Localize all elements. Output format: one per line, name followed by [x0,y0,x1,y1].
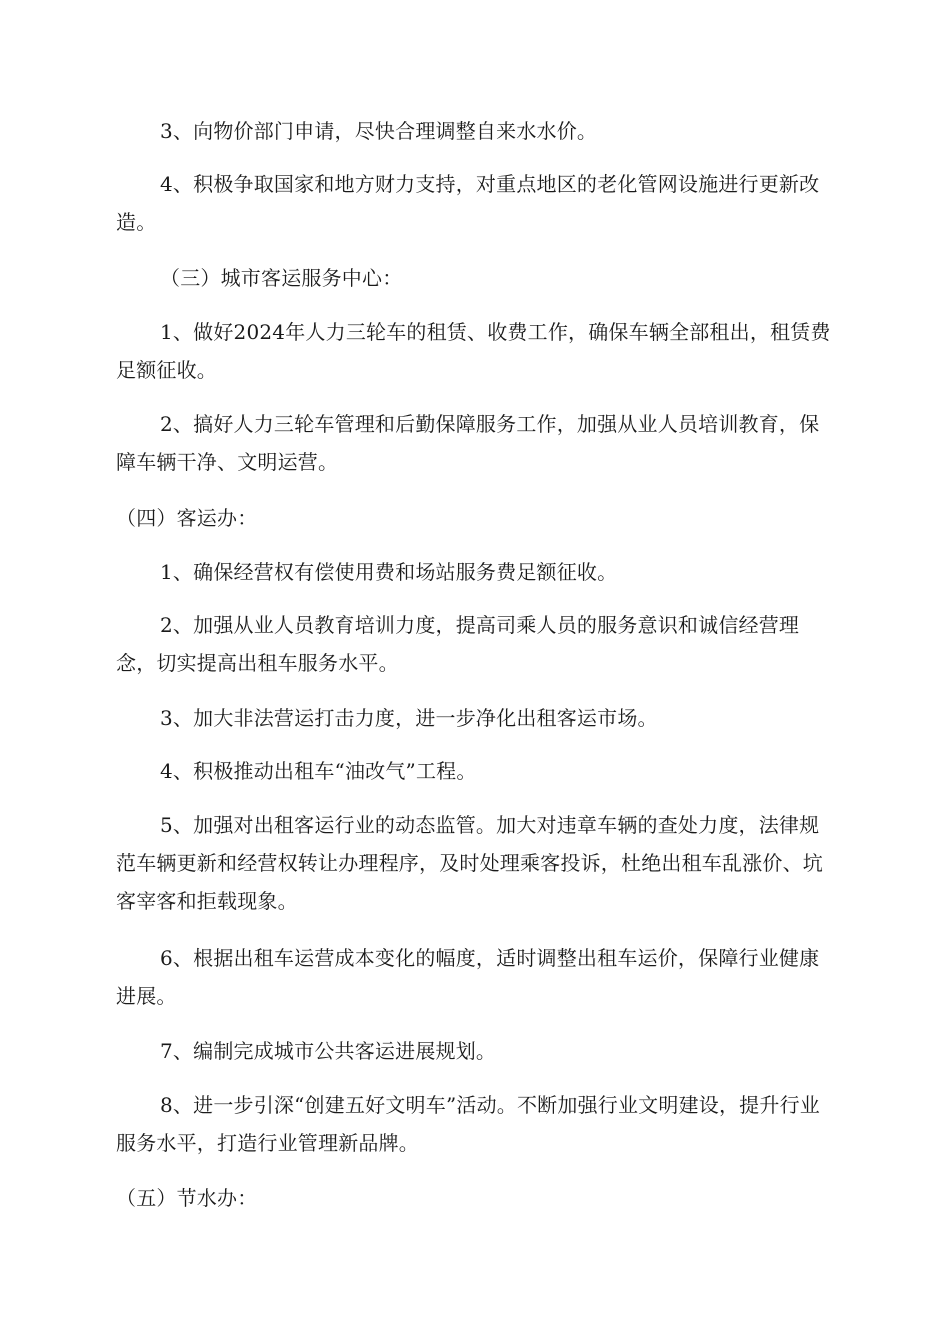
paragraph-pipe-renovation: 4、积极争取国家和地方财力支持，对重点地区的老化管网设施进行更新改造。 [116,172,820,234]
section-heading-passenger-service-center: （三）城市客运服务中心： [160,266,403,290]
paragraph-tricycle-leasing: 1、做好2024年人力三轮车的租赁、收费工作，确保车辆全部租出，租赁费足额征收。 [116,320,831,382]
paragraph-fare-adjustment: 6、根据出租车运营成本变化的幅度，适时调整出租车运价，保障行业健康进展。 [116,946,820,1008]
paragraph-civilized-vehicle: 8、进一步引深“创建五好文明车”活动。不断加强行业文明建设，提升行业服务水平，打造行业管理新品牌。 [116,1093,820,1155]
section-heading-water-saving-office: （五）节水办： [116,1186,258,1210]
section-heading-passenger-office: （四）客运办： [116,506,258,530]
paragraph-dynamic-supervision: 5、加强对出租客运行业的动态监管。加大对违章车辆的查处力度，法律规范车辆更新和经营权转让办理程序，及时处理乘客投诉，杜绝出租车乱涨价、坑客宰客和拒载现象。 [116,813,823,913]
paragraph-illegal-operation: 3、加大非法营运打击力度，进一步净化出租客运市场。 [160,706,658,730]
paragraph-tricycle-management: 2、搞好人力三轮车管理和后勤保障服务工作，加强从业人员培训教育，保障车辆干净、文明运营。 [116,412,820,474]
paragraph-transport-plan: 7、编制完成城市公共客运进展规划。 [160,1039,497,1063]
paragraph-water-price: 3、向物价部门申请，尽快合理调整自来水水价。 [160,119,598,143]
paragraph-staff-training: 2、加强从业人员教育培训力度，提高司乘人员的服务意识和诚信经营理念，切实提高出租车服务水平。 [116,613,800,675]
paragraph-fee-collection: 1、确保经营权有偿使用费和场站服务费足额征收。 [160,560,618,584]
paragraph-oil-to-gas: 4、积极推动出租车“油改气”工程。 [160,759,477,783]
